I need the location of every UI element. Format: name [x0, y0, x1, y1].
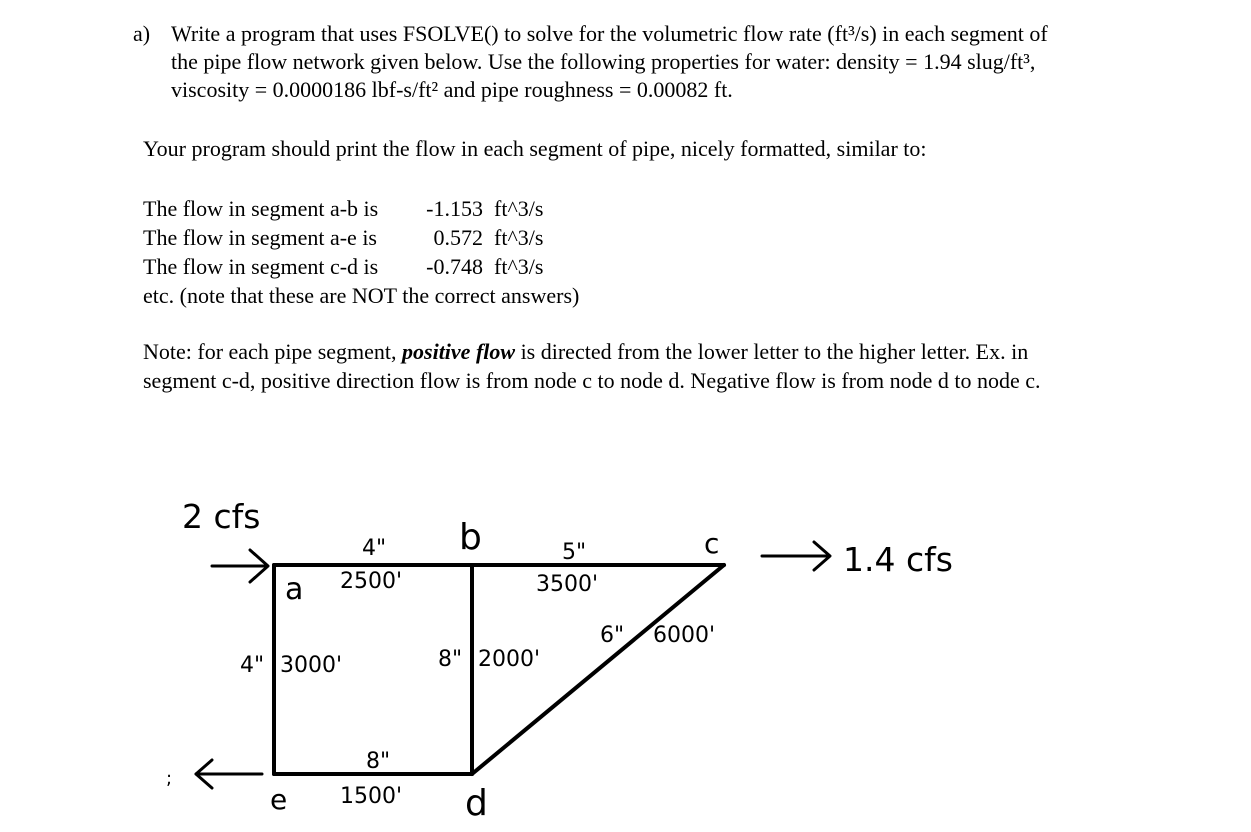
inflow-label: 2 cfs [182, 497, 261, 536]
pipe-bc-diameter: 5" [562, 540, 587, 565]
pipe-bd-diameter: 8" [438, 647, 463, 672]
note-line-2: segment c-d, positive direction flow is from node c to node d. Negative flow is from node d to node c. [143, 368, 1041, 393]
node-d: d [465, 783, 488, 824]
example-text: The flow in segment a-b is [143, 196, 379, 221]
pipe-ae-diameter: 4" [240, 653, 265, 678]
e-outflow-label: ; [166, 768, 173, 789]
example-text: The flow in segment a-e is [143, 225, 377, 250]
problem-line-3: viscosity = 0.0000186 lbf-s/ft² and pipe roughness = 0.00082 ft. [171, 77, 733, 102]
node-b: b [459, 517, 482, 558]
example-unit: ft^3/s [494, 254, 544, 279]
note-post: is directed from the lower letter to the higher letter. Ex. in [515, 339, 1029, 364]
problem-line-2: the pipe flow network given below. Use the following properties for water: density = 1.94 slug/ft³, [171, 49, 1036, 74]
problem-line-1: Write a program that uses FSOLVE() to solve for the volumetric flow rate (ft³/s) in each segment of [171, 21, 1048, 46]
problem-label: a) [133, 21, 151, 46]
pipe-ae-length: 3000' [280, 653, 343, 678]
example-value: 0.572 [433, 225, 483, 250]
outflow-label: 1.4 cfs [843, 540, 953, 579]
example-etc: etc. (note that these are NOT the correct answers) [143, 283, 580, 308]
pipe-bc-length: 3500' [536, 572, 599, 597]
pipe-bd-length: 2000' [478, 647, 541, 672]
example-value: -1.153 [426, 196, 483, 221]
example-unit: ft^3/s [494, 225, 544, 250]
note-emphasis: positive flow [402, 339, 516, 364]
outflow-arrow-icon [762, 542, 830, 570]
pipe-cd-length: 6000' [653, 623, 716, 648]
pipe-ab-diameter: 4" [362, 536, 387, 561]
inflow-arrow-icon [212, 550, 268, 582]
e-outflow-arrow-icon [196, 760, 262, 788]
pipe-cd-diameter: 6" [600, 623, 625, 648]
instruction-text: Your program should print the flow in each segment of pipe, nicely formatted, similar to: [143, 136, 927, 161]
pipe-ab-length: 2500' [340, 569, 403, 594]
node-a: a [285, 572, 304, 607]
note-pre: Note: for each pipe segment, [143, 339, 403, 364]
node-e: e [270, 783, 288, 816]
node-c: c [704, 527, 720, 560]
example-value: -0.748 [426, 254, 483, 279]
pipe-ed-diameter: 8" [366, 749, 391, 774]
pipe-ed-length: 1500' [340, 784, 403, 809]
example-unit: ft^3/s [494, 196, 544, 221]
example-text: The flow in segment c-d is [143, 254, 379, 279]
